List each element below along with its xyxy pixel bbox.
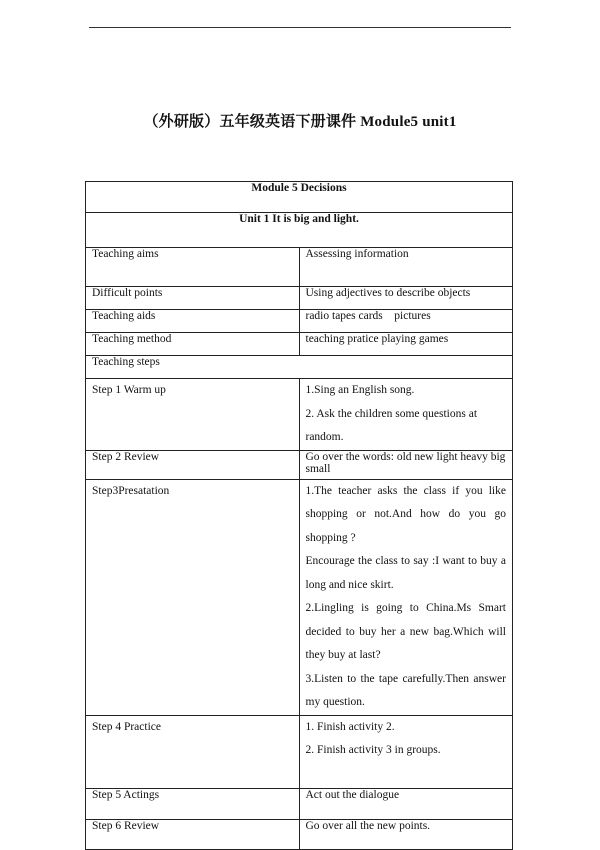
table-row	[86, 379, 513, 451]
row-label: Teaching method	[86, 333, 300, 356]
step-line: 2. Ask the children some questions at random.	[305, 407, 478, 443]
table-row	[86, 450, 513, 479]
table-row	[86, 356, 513, 379]
table-row	[86, 287, 513, 310]
row-label: Step 2 Review	[86, 450, 300, 479]
step-line: 2. Finish activity 3 in groups.	[305, 744, 441, 756]
row-value: Go over the words: old new light heavy big small	[299, 450, 513, 479]
row-label: Teaching aids	[86, 310, 300, 333]
row-value	[299, 715, 513, 788]
row-value: teaching pratice playing games	[299, 333, 513, 356]
step-line: 1. Finish activity 2.	[305, 720, 395, 733]
table-row	[86, 248, 513, 287]
row-label: Step 1 Warm up	[86, 379, 300, 451]
row-value	[299, 479, 513, 715]
step-paragraph: 2.Lingling is going to China.Ms Smart decided to buy her a new bag.Which will they buy at last?	[305, 602, 506, 661]
unit-heading: Unit 1 It is big and light.	[86, 213, 513, 248]
row-value: Go over all the new points.	[299, 819, 513, 849]
row-label: Step 5 Actings	[86, 788, 300, 819]
row-value: Act out the dialogue	[299, 788, 513, 819]
table-row	[86, 213, 513, 248]
lesson-plan-table	[85, 181, 513, 850]
page-title: （外研版）五年级英语下册课件 Module5 unit1	[143, 114, 457, 130]
module-heading: Module 5 Decisions	[86, 182, 513, 213]
row-value: Assessing information	[299, 248, 513, 287]
row-value	[299, 379, 513, 451]
step-line: 1.Sing an English song.	[305, 384, 415, 396]
teaching-steps-heading: Teaching steps	[86, 356, 513, 379]
row-label: Step 4 Practice	[86, 715, 300, 788]
row-value: Using adjectives to describe objects	[299, 287, 513, 310]
step-paragraph: 1.The teacher asks the class if you like shopping or not.And how do you go shopping ?	[305, 484, 506, 544]
row-label: Difficult points	[86, 287, 300, 310]
table-row	[86, 788, 513, 819]
header-rule	[89, 27, 511, 28]
row-label: Step3Presatation	[86, 479, 300, 715]
row-value: radio tapes cards pictures	[299, 310, 513, 333]
table-row	[86, 333, 513, 356]
step-paragraph: 3.Listen to the tape carefully.Then answer my question.	[305, 672, 506, 708]
table-row	[86, 310, 513, 333]
row-label: Teaching aims	[86, 248, 300, 287]
table-row	[86, 479, 513, 715]
table-row	[86, 182, 513, 213]
table-row	[86, 715, 513, 788]
row-label: Step 6 Review	[86, 819, 300, 849]
step-paragraph: Encourage the class to say :I want to buy a long and nice skirt.	[305, 555, 506, 591]
